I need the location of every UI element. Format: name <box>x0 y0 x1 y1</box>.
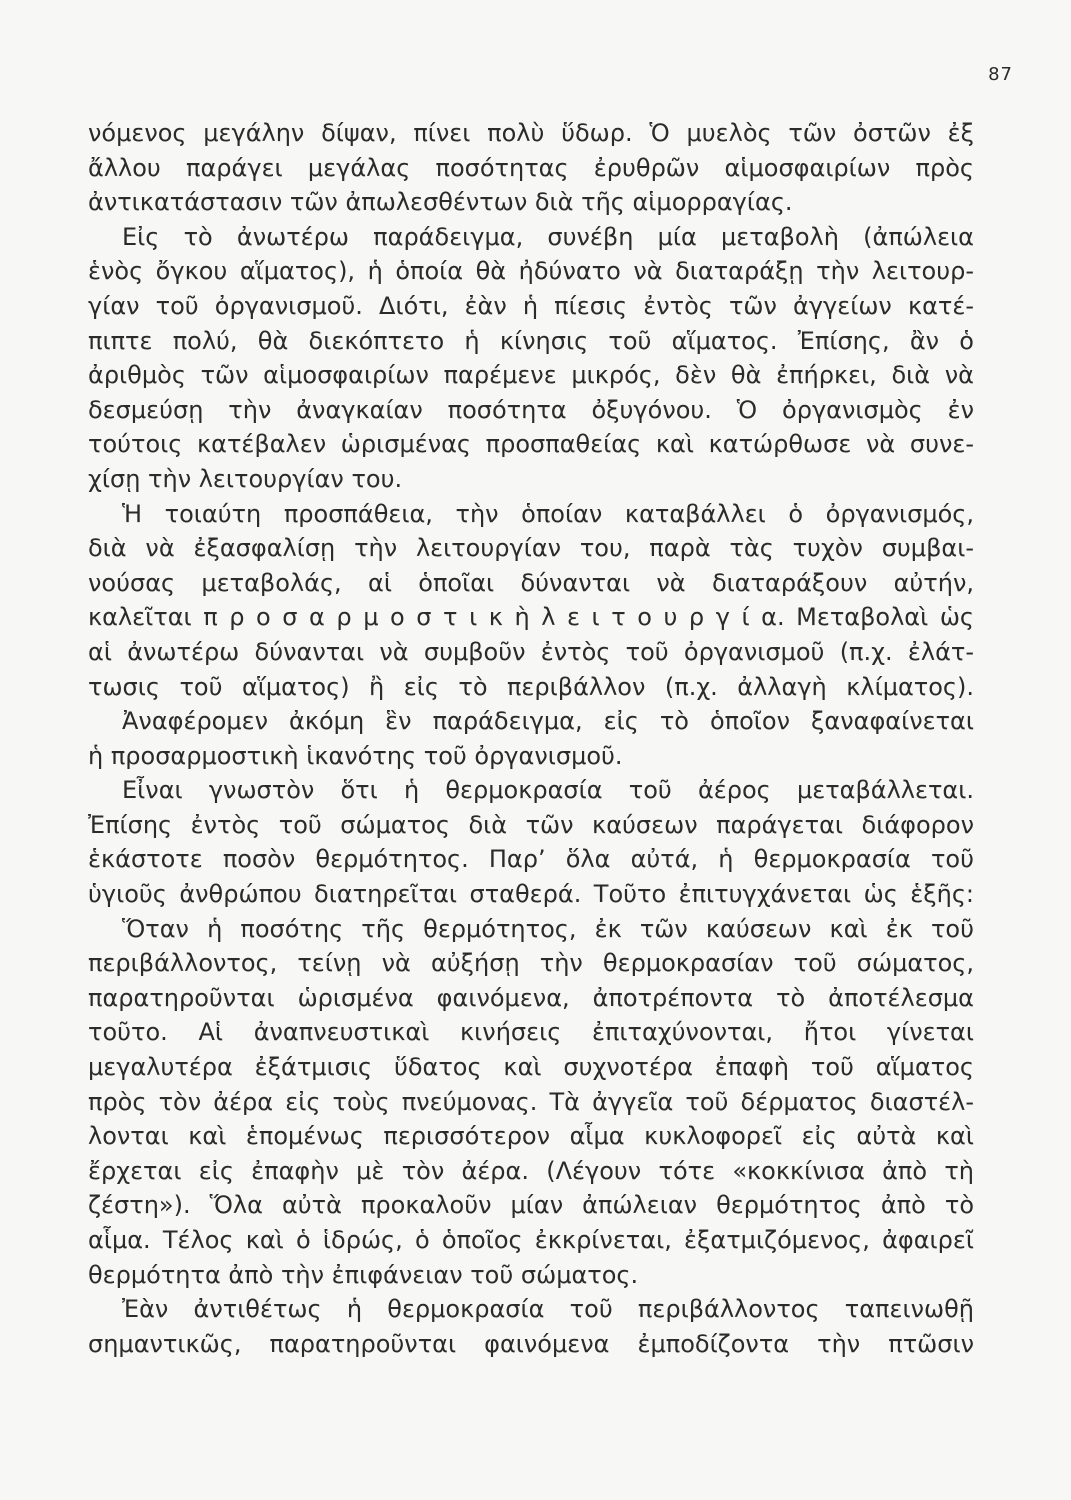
text-line: μεγαλυτέρα ἐξάτμισις ὕδατος καὶ συχνοτέρα ἐπαφὴ τοῦ αἵματος <box>88 1053 974 1082</box>
text-line: χίσῃ τὴν λειτουργίαν του. <box>88 464 403 493</box>
text-line: ὑγιοῦς ἀνθρώπου διατηρεῖται σταθερά. Τοῦτο ἐπιτυγχάνεται ὡς ἑξῆς: <box>88 880 974 909</box>
text-line: Ἐπίσης ἐντὸς τοῦ σώματος διὰ τῶν καύσεων παράγεται διάφορον <box>88 810 974 839</box>
page-number: 87 <box>988 64 1013 85</box>
text-line: τούτοις κατέβαλεν ὡρισμένας προσπαθείας καὶ κατώρθωσε νὰ συνε- <box>88 430 974 459</box>
body-text <box>88 116 974 1361</box>
text-line: Ὅταν ἡ ποσότης τῆς θερμότητος, ἐκ τῶν καύσεων καὶ ἐκ τοῦ <box>122 914 974 943</box>
text-line: τοῦτο. Αἱ ἀναπνευστικαὶ κινήσεις ἐπιταχύνονται, ἤτοι γίνεται <box>88 1018 974 1047</box>
text-line: Εἶναι γνωστὸν ὅτι ἡ θερμοκρασία τοῦ ἀέρος μεταβάλλεται. <box>122 776 974 805</box>
text-line: ἀντικατάστασιν τῶν ἀπωλεσθέντων διὰ τῆς αἱμορραγίας. <box>88 188 793 217</box>
text-line: Ἐὰν ἀντιθέτως ἡ θερμοκρασία τοῦ περιβάλλοντος ταπεινωθῇ <box>122 1295 974 1324</box>
text-line: ἡ προσαρμοστικὴ ἱκανότης τοῦ ὀργανισμοῦ. <box>88 741 623 770</box>
text-line: σημαντικῶς, παρατηροῦνται φαινόμενα ἐμποδίζοντα τὴν πτῶσιν <box>88 1329 974 1358</box>
text-line: αἷμα. Τέλος καὶ ὁ ἱδρώς, ὁ ὁποῖος ἐκκρίνεται, ἐξατμιζόμενος, ἀφαιρεῖ <box>88 1226 974 1254</box>
text-line: Ἡ τοιαύτη προσπάθεια, τὴν ὁποίαν καταβάλλει ὁ ὀργανισμός, <box>122 499 974 528</box>
text-line: νόμενος μεγάλην δίψαν, πίνει πολὺ ὕδωρ. Ὁ μυελὸς τῶν ὀστῶν ἐξ <box>88 119 974 147</box>
text-line: διὰ νὰ ἐξασφαλίσῃ τὴν λειτουργίαν του, παρὰ τὰς τυχὸν συμβαι- <box>88 534 974 563</box>
text-line: αἱ ἀνωτέρω δύνανται νὰ συμβοῦν ἐντὸς τοῦ ὀργανισμοῦ (π.χ. ἐλάτ- <box>88 637 974 666</box>
text-line: ἄλλου παράγει μεγάλας ποσότητας ἐρυθρῶν αἱμοσφαιρίων πρὸς <box>88 153 974 182</box>
text-line: Ἀναφέρομεν ἀκόμη ἓν παράδειγμα, εἰς τὸ ὁποῖον ξαναφαίνεται <box>122 707 974 736</box>
text-line: τωσις τοῦ αἵματος) ἢ εἰς τὸ περιβάλλον (π.χ. ἀλλαγὴ κλίματος). <box>88 672 974 701</box>
text-line: γίαν τοῦ ὀργανισμοῦ. Διότι, ἐὰν ἡ πίεσις ἐντὸς τῶν ἀγγείων κατέ- <box>88 291 974 320</box>
text-line: παρατηροῦνται ὡρισμένα φαινόμενα, ἀποτρέποντα τὸ ἀποτέλεσμα <box>88 983 974 1012</box>
text-line: δεσμεύσῃ τὴν ἀναγκαίαν ποσότητα ὀξυγόνου. Ὁ ὀργανισμὸς ἐν <box>88 395 974 424</box>
text-line: ἑκάστοτε ποσὸν θερμότητος. Παρ’ ὅλα αὐτά, ἡ θερμοκρασία τοῦ <box>88 845 974 874</box>
text-line: ἀριθμὸς τῶν αἱμοσφαιρίων παρέμενε μικρός, δὲν θὰ ἐπήρκει, διὰ νὰ <box>88 361 974 390</box>
text-line: νούσας μεταβολάς, αἱ ὁποῖαι δύνανται νὰ διαταράξουν αὐτήν, <box>88 568 974 597</box>
text-line: πιπτε πολύ, θὰ διεκόπτετο ἡ κίνησις τοῦ αἵματος. Ἐπίσης, ἂν ὁ <box>88 326 974 355</box>
text-line: πρὸς τὸν ἀέρα εἰς τοὺς πνεύμονας. Τὰ ἀγγεῖα τοῦ δέρματος διαστέλ- <box>88 1087 974 1116</box>
text-line: περιβάλλοντος, τείνῃ νὰ αὐξήσῃ τὴν θερμοκρασίαν τοῦ σώματος, <box>88 949 974 978</box>
text-line: Εἰς τὸ ἀνωτέρω παράδειγμα, συνέβη μία μεταβολὴ (ἀπώλεια <box>122 222 974 251</box>
text-line: θερμότητα ἀπὸ τὴν ἐπιφάνειαν τοῦ σώματος. <box>88 1260 639 1289</box>
text-line: λονται καὶ ἑπομένως περισσότερον αἷμα κυκλοφορεῖ εἰς αὐτὰ καὶ <box>88 1122 974 1151</box>
text-line: ἔρχεται εἰς ἐπαφὴν μὲ τὸν ἀέρα. (Λέγουν τότε «κοκκίνισα ἀπὸ τὴ <box>88 1156 974 1185</box>
text-line: καλεῖται π ρ ο σ α ρ μ ο σ τ ι κ ὴ λ ε ι τ ο υ ρ γ ί α. Μεταβολαὶ ὡς <box>88 603 974 632</box>
text-line: ἑνὸς ὄγκου αἵματος), ἡ ὁποία θὰ ἠδύνατο νὰ διαταράξῃ τὴν λειτουρ- <box>88 257 974 286</box>
text-line: ζέστη»). Ὅλα αὐτὰ προκαλοῦν μίαν ἀπώλειαν θερμότητος ἀπὸ τὸ <box>88 1191 974 1220</box>
